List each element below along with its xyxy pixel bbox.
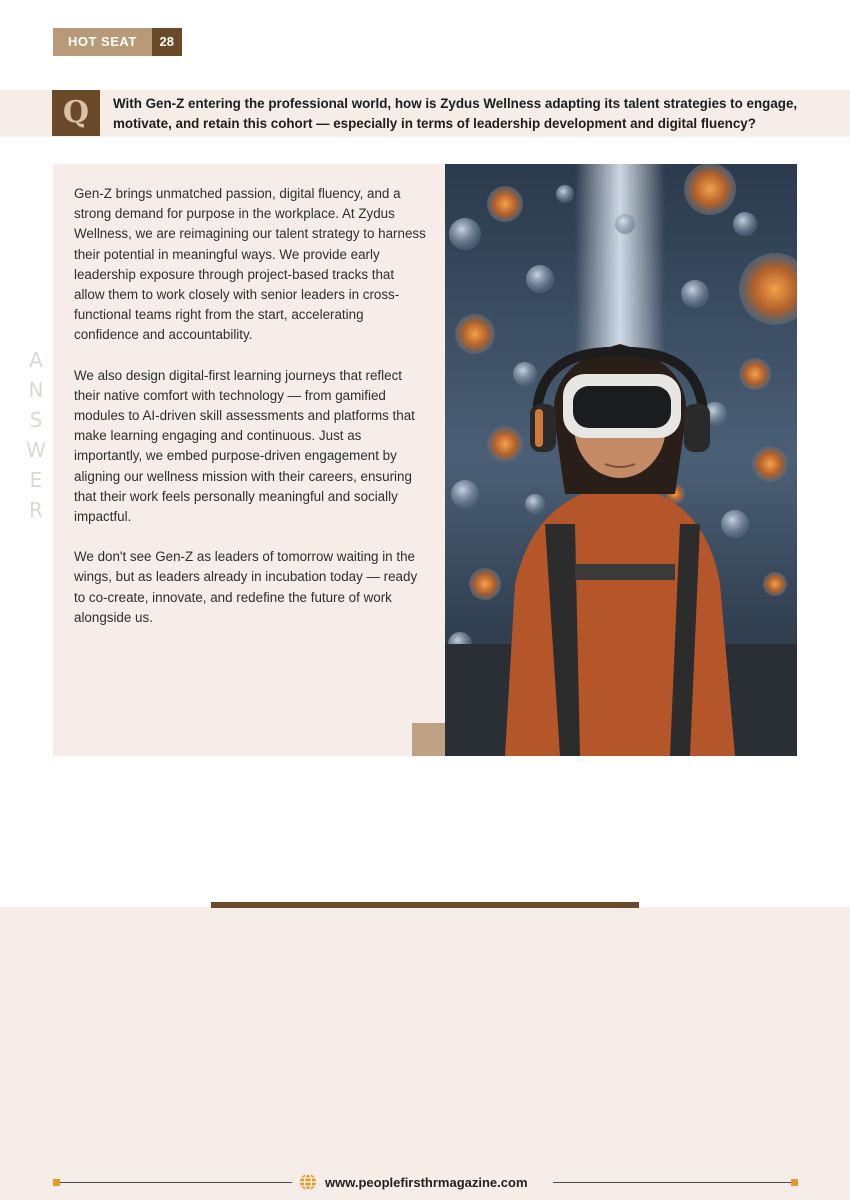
answer-paragraph: We don't see Gen-Z as leaders of tomorrow waiting in the wings, but as leaders already in incubation today — ready to co-create, innovate, and redefine the future of work alongside us. [74,549,418,625]
footer-dot-left [53,1179,60,1186]
answer-body [74,184,426,648]
answer-letter: E [29,468,43,492]
question-marker [52,90,100,136]
answer-letter: A [29,348,43,372]
globe-icon [299,1173,317,1191]
answer-letter: W [26,438,46,462]
answer-letter: N [28,378,44,402]
vr-headset-illustration [445,164,797,756]
answer-paragraph: We also design digital-first learning journeys that reflect their native comfort with technology — from gamified modules to AI-driven skill assessments and platforms that make learning engaging and continuous. Just as importantly, we embed purpose-driven engagement by aligning our wellness mission with their careers, ensuring that their work feels personally meaningful and socially impactful. [74,367,415,525]
divider-rule [211,902,639,908]
section-tag [53,28,182,56]
bottom-band [0,907,850,1200]
website-link[interactable]: www.peoplefirsthrmagazine.com [325,1174,528,1190]
footer-center [299,1172,528,1192]
illustration-svg [445,164,797,756]
footer-dot-right [791,1179,798,1186]
footer-line-left [60,1182,292,1183]
answer-letter: S [29,408,43,432]
footer-line-right [553,1182,791,1183]
section-label: HOT SEAT [53,28,152,56]
answer-letter: R [29,498,43,522]
corner-accent [412,723,445,756]
question-text: With Gen-Z entering the professional world, how is Zydus Wellness adapting its talent strategies to engage, motivate, and retain this cohort — especially in terms of leadership development and digital fluency? [113,96,798,131]
page-number: 28 [152,28,182,56]
footer [53,1172,798,1192]
answer-paragraph: Gen-Z brings unmatched passion, digital fluency, and a strong demand for purpose in the workplace. At Zydus Wellness, we are reimagining our talent strategy to harness their potential in meaningful ways. We provide early leadership exposure through project-based tracks that allow them to work closely with senior leaders in cross-functional teams right from the start, accelerating confidence and accountability. [74,186,426,343]
question-letter: Q [62,95,90,130]
answer-side-label [21,345,51,525]
